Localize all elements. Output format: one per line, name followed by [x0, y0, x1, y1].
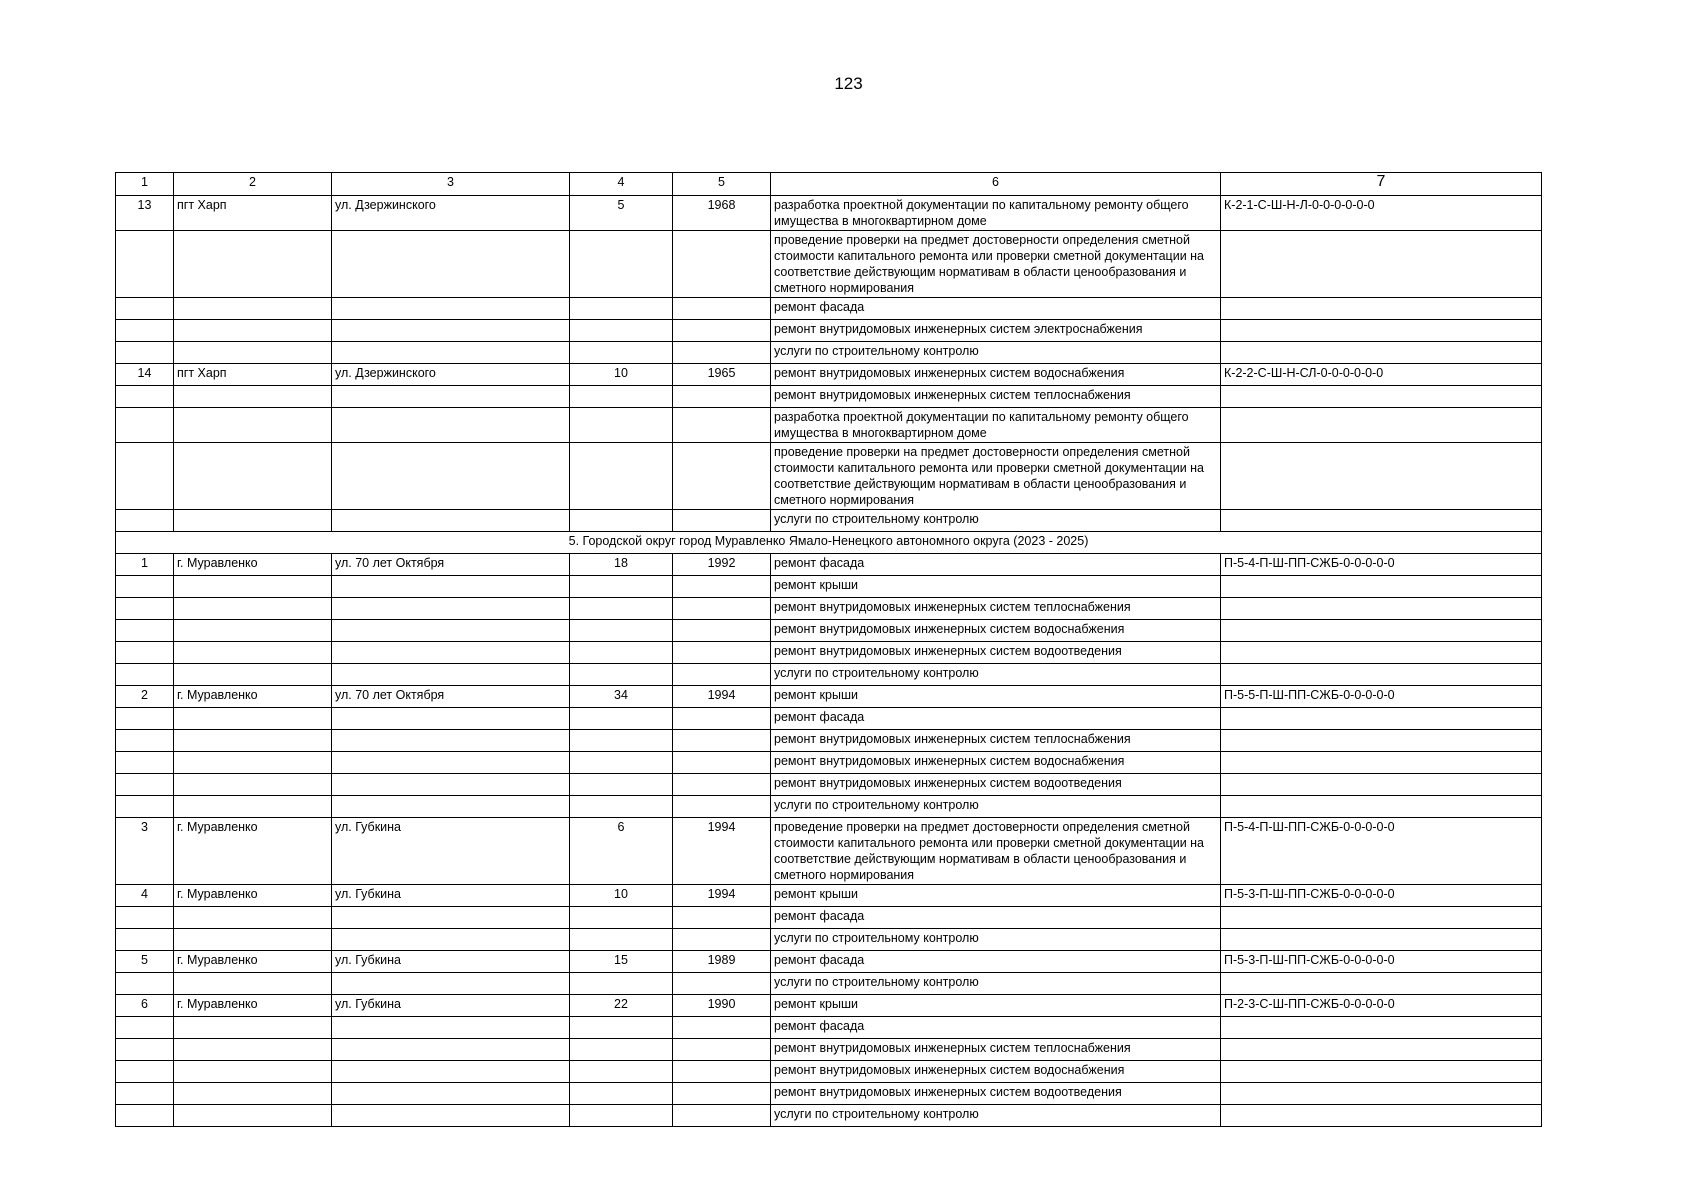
house-number-cell [570, 664, 673, 686]
building-code-cell [1221, 664, 1542, 686]
street-cell [332, 1039, 570, 1061]
settlement-cell [174, 320, 332, 342]
settlement-cell [174, 664, 332, 686]
row-number-cell [116, 752, 174, 774]
building-code-cell: К-2-2-С-Ш-Н-СЛ-0-0-0-0-0-0 [1221, 364, 1542, 386]
column-header: 5 [673, 173, 771, 196]
works-type-cell: ремонт фасада [771, 298, 1221, 320]
street-cell [332, 796, 570, 818]
house-number-cell [570, 907, 673, 929]
row-number-cell [116, 598, 174, 620]
building-code-cell [1221, 752, 1542, 774]
building-code-cell [1221, 598, 1542, 620]
works-type-cell: ремонт крыши [771, 686, 1221, 708]
street-cell [332, 386, 570, 408]
row-number-cell [116, 730, 174, 752]
settlement-cell: г. Муравленко [174, 818, 332, 885]
building-code-cell [1221, 620, 1542, 642]
street-cell [332, 443, 570, 510]
works-type-cell: услуги по строительному контролю [771, 342, 1221, 364]
row-number-cell [116, 1105, 174, 1127]
house-number-cell [570, 708, 673, 730]
building-code-cell: П-5-3-П-Ш-ПП-СЖБ-0-0-0-0-0 [1221, 885, 1542, 907]
table-row [116, 1105, 1542, 1127]
year-built-cell [673, 1083, 771, 1105]
table-row [116, 995, 1542, 1017]
building-code-cell [1221, 443, 1542, 510]
year-built-cell [673, 1039, 771, 1061]
street-cell: ул. Дзержинского [332, 364, 570, 386]
house-number-cell [570, 642, 673, 664]
table-row [116, 907, 1542, 929]
settlement-cell [174, 342, 332, 364]
table-row [116, 1061, 1542, 1083]
year-built-cell [673, 408, 771, 443]
works-type-cell: услуги по строительному контролю [771, 510, 1221, 532]
works-type-cell: ремонт внутридомовых инженерных систем водоотведения [771, 642, 1221, 664]
row-number-cell [116, 386, 174, 408]
works-type-cell: разработка проектной документации по капитальному ремонту общего имущества в многоквартирном доме [771, 196, 1221, 231]
year-built-cell [673, 620, 771, 642]
table-row [116, 929, 1542, 951]
house-number-cell [570, 510, 673, 532]
street-cell [332, 1017, 570, 1039]
row-number-cell [116, 576, 174, 598]
settlement-cell [174, 576, 332, 598]
settlement-cell [174, 796, 332, 818]
settlement-cell [174, 620, 332, 642]
street-cell [332, 620, 570, 642]
row-number-cell: 2 [116, 686, 174, 708]
works-type-cell: ремонт внутридомовых инженерных систем водоснабжения [771, 620, 1221, 642]
building-code-cell [1221, 231, 1542, 298]
street-cell: ул. Губкина [332, 885, 570, 907]
street-cell: ул. Губкина [332, 951, 570, 973]
building-code-cell: П-5-4-П-Ш-ПП-СЖБ-0-0-0-0-0 [1221, 818, 1542, 885]
building-code-cell [1221, 576, 1542, 598]
house-number-cell [570, 774, 673, 796]
row-number-cell [116, 342, 174, 364]
street-cell: ул. Губкина [332, 995, 570, 1017]
settlement-cell [174, 973, 332, 995]
building-code-cell: П-5-5-П-Ш-ПП-СЖБ-0-0-0-0-0 [1221, 686, 1542, 708]
table-row [116, 298, 1542, 320]
street-cell [332, 408, 570, 443]
table-row [116, 386, 1542, 408]
house-number-cell [570, 752, 673, 774]
works-type-cell: ремонт внутридомовых инженерных систем теплоснабжения [771, 386, 1221, 408]
table-row [116, 973, 1542, 995]
row-number-cell [116, 664, 174, 686]
house-number-cell [570, 929, 673, 951]
street-cell [332, 973, 570, 995]
table-row [116, 1017, 1542, 1039]
repair-schedule-table [115, 172, 1542, 1127]
house-number-cell [570, 408, 673, 443]
works-type-cell: проведение проверки на предмет достоверности определения сметной стоимости капитального ремонта или проверки сметной документации на соответствие действующим нормативам в области ценообразования и сметного нормирования [771, 443, 1221, 510]
house-number-cell [570, 342, 673, 364]
settlement-cell [174, 1083, 332, 1105]
year-built-cell [673, 510, 771, 532]
house-number-cell: 15 [570, 951, 673, 973]
year-built-cell [673, 929, 771, 951]
street-cell [332, 598, 570, 620]
settlement-cell: г. Муравленко [174, 885, 332, 907]
house-number-cell: 34 [570, 686, 673, 708]
house-number-cell [570, 386, 673, 408]
year-built-cell [673, 1017, 771, 1039]
table-row [116, 364, 1542, 386]
works-type-cell: услуги по строительному контролю [771, 1105, 1221, 1127]
table-row [116, 554, 1542, 576]
table-row [116, 752, 1542, 774]
year-built-cell: 1990 [673, 995, 771, 1017]
settlement-cell: г. Муравленко [174, 686, 332, 708]
row-number-cell: 14 [116, 364, 174, 386]
house-number-cell [570, 598, 673, 620]
house-number-cell: 10 [570, 885, 673, 907]
street-cell [332, 774, 570, 796]
street-cell [332, 708, 570, 730]
row-number-cell [116, 907, 174, 929]
building-code-cell [1221, 298, 1542, 320]
year-built-cell [673, 664, 771, 686]
row-number-cell [116, 320, 174, 342]
year-built-cell: 1994 [673, 686, 771, 708]
column-header: 6 [771, 173, 1221, 196]
works-type-cell: ремонт внутридомовых инженерных систем теплоснабжения [771, 1039, 1221, 1061]
building-code-cell: П-2-3-С-Ш-ПП-СЖБ-0-0-0-0-0 [1221, 995, 1542, 1017]
settlement-cell [174, 510, 332, 532]
year-built-cell: 1965 [673, 364, 771, 386]
house-number-cell [570, 1061, 673, 1083]
works-type-cell: ремонт внутридомовых инженерных систем теплоснабжения [771, 730, 1221, 752]
house-number-cell [570, 576, 673, 598]
works-type-cell: ремонт внутридомовых инженерных систем электроснабжения [771, 320, 1221, 342]
building-code-cell [1221, 1061, 1542, 1083]
works-type-cell: ремонт крыши [771, 576, 1221, 598]
row-number-cell [116, 620, 174, 642]
settlement-cell [174, 752, 332, 774]
building-code-cell [1221, 708, 1542, 730]
works-type-cell: ремонт внутридомовых инженерных систем теплоснабжения [771, 598, 1221, 620]
works-type-cell: ремонт фасада [771, 554, 1221, 576]
row-number-cell [116, 443, 174, 510]
works-type-cell: ремонт внутридомовых инженерных систем водоснабжения [771, 364, 1221, 386]
settlement-cell [174, 231, 332, 298]
street-cell: ул. 70 лет Октября [332, 554, 570, 576]
house-number-cell [570, 1039, 673, 1061]
street-cell [332, 1105, 570, 1127]
year-built-cell [673, 231, 771, 298]
works-type-cell: разработка проектной документации по капитальному ремонту общего имущества в многоквартирном доме [771, 408, 1221, 443]
building-code-cell [1221, 510, 1542, 532]
year-built-cell: 1994 [673, 885, 771, 907]
year-built-cell [673, 973, 771, 995]
street-cell: ул. Дзержинского [332, 196, 570, 231]
table-row [116, 231, 1542, 298]
house-number-cell [570, 1105, 673, 1127]
column-header: 3 [332, 173, 570, 196]
street-cell [332, 1083, 570, 1105]
table-row [116, 951, 1542, 973]
house-number-cell: 6 [570, 818, 673, 885]
house-number-cell [570, 620, 673, 642]
building-code-cell [1221, 1039, 1542, 1061]
table-row [116, 708, 1542, 730]
works-type-cell: ремонт крыши [771, 885, 1221, 907]
settlement-cell [174, 907, 332, 929]
building-code-cell [1221, 730, 1542, 752]
table-row [116, 408, 1542, 443]
building-code-cell [1221, 386, 1542, 408]
year-built-cell [673, 1061, 771, 1083]
table-row [116, 620, 1542, 642]
row-number-cell [116, 973, 174, 995]
row-number-cell: 1 [116, 554, 174, 576]
street-cell [332, 730, 570, 752]
works-type-cell: ремонт фасада [771, 708, 1221, 730]
year-built-cell [673, 708, 771, 730]
year-built-cell [673, 576, 771, 598]
table-row [116, 664, 1542, 686]
column-header: 1 [116, 173, 174, 196]
column-header: 7 [1221, 173, 1542, 196]
table-row [116, 342, 1542, 364]
building-code-cell [1221, 973, 1542, 995]
row-number-cell [116, 1039, 174, 1061]
street-cell [332, 1061, 570, 1083]
column-header: 2 [174, 173, 332, 196]
row-number-cell [116, 929, 174, 951]
table-row [116, 1083, 1542, 1105]
year-built-cell: 1992 [673, 554, 771, 576]
house-number-cell [570, 298, 673, 320]
year-built-cell [673, 598, 771, 620]
building-code-cell [1221, 1083, 1542, 1105]
column-header-row [116, 173, 1542, 196]
table-row [116, 686, 1542, 708]
settlement-cell [174, 298, 332, 320]
settlement-cell: пгт Харп [174, 196, 332, 231]
table-row [116, 576, 1542, 598]
street-cell [332, 576, 570, 598]
house-number-cell [570, 796, 673, 818]
table-row [116, 796, 1542, 818]
street-cell [332, 907, 570, 929]
building-code-cell [1221, 774, 1542, 796]
page-number: 123 [834, 74, 863, 93]
row-number-cell [116, 774, 174, 796]
street-cell: ул. Губкина [332, 818, 570, 885]
building-code-cell [1221, 907, 1542, 929]
settlement-cell [174, 1105, 332, 1127]
building-code-cell [1221, 1105, 1542, 1127]
house-number-cell [570, 973, 673, 995]
row-number-cell [116, 1083, 174, 1105]
works-type-cell: ремонт фасада [771, 1017, 1221, 1039]
settlement-cell [174, 443, 332, 510]
row-number-cell: 5 [116, 951, 174, 973]
building-code-cell [1221, 320, 1542, 342]
settlement-cell [174, 708, 332, 730]
row-number-cell: 4 [116, 885, 174, 907]
building-code-cell: П-5-3-П-Ш-ПП-СЖБ-0-0-0-0-0 [1221, 951, 1542, 973]
row-number-cell: 3 [116, 818, 174, 885]
year-built-cell [673, 320, 771, 342]
section-heading: 5. Городской округ город Муравленко Ямало-Ненецкого автономного округа (2023 - 2025) [116, 532, 1542, 554]
house-number-cell [570, 730, 673, 752]
year-built-cell [673, 386, 771, 408]
works-type-cell: услуги по строительному контролю [771, 796, 1221, 818]
year-built-cell [673, 730, 771, 752]
works-type-cell: ремонт внутридомовых инженерных систем водоснабжения [771, 1061, 1221, 1083]
house-number-cell: 22 [570, 995, 673, 1017]
settlement-cell [174, 774, 332, 796]
settlement-cell [174, 386, 332, 408]
row-number-cell [116, 1017, 174, 1039]
street-cell [332, 752, 570, 774]
settlement-cell: пгт Харп [174, 364, 332, 386]
works-type-cell: услуги по строительному контролю [771, 929, 1221, 951]
building-code-cell [1221, 408, 1542, 443]
settlement-cell [174, 408, 332, 443]
table-row [116, 196, 1542, 231]
building-code-cell [1221, 929, 1542, 951]
table-row [116, 598, 1542, 620]
settlement-cell [174, 929, 332, 951]
table-row [116, 730, 1542, 752]
street-cell: ул. 70 лет Октября [332, 686, 570, 708]
year-built-cell: 1994 [673, 818, 771, 885]
works-type-cell: ремонт крыши [771, 995, 1221, 1017]
row-number-cell [116, 231, 174, 298]
year-built-cell [673, 443, 771, 510]
row-number-cell [116, 708, 174, 730]
street-cell [332, 342, 570, 364]
year-built-cell: 1989 [673, 951, 771, 973]
settlement-cell [174, 730, 332, 752]
row-number-cell: 13 [116, 196, 174, 231]
row-number-cell [116, 408, 174, 443]
house-number-cell [570, 443, 673, 510]
row-number-cell [116, 642, 174, 664]
house-number-cell: 10 [570, 364, 673, 386]
settlement-cell: г. Муравленко [174, 554, 332, 576]
works-type-cell: услуги по строительному контролю [771, 664, 1221, 686]
row-number-cell: 6 [116, 995, 174, 1017]
year-built-cell [673, 907, 771, 929]
table-row [116, 642, 1542, 664]
house-number-cell [570, 1017, 673, 1039]
settlement-cell [174, 1061, 332, 1083]
year-built-cell [673, 298, 771, 320]
table-row [116, 320, 1542, 342]
settlement-cell [174, 642, 332, 664]
section-heading-row [116, 532, 1542, 554]
year-built-cell [673, 752, 771, 774]
house-number-cell [570, 231, 673, 298]
works-type-cell: ремонт внутридомовых инженерных систем водоснабжения [771, 752, 1221, 774]
year-built-cell [673, 1105, 771, 1127]
building-code-cell [1221, 1017, 1542, 1039]
works-type-cell: проведение проверки на предмет достоверности определения сметной стоимости капитального ремонта или проверки сметной документации на соответствие действующим нормативам в области ценообразования и сметного нормирования [771, 818, 1221, 885]
works-type-cell: услуги по строительному контролю [771, 973, 1221, 995]
table-row [116, 443, 1542, 510]
table-row [116, 774, 1542, 796]
street-cell [332, 510, 570, 532]
table-row [116, 885, 1542, 907]
house-number-cell: 5 [570, 196, 673, 231]
year-built-cell [673, 342, 771, 364]
building-code-cell: К-2-1-С-Ш-Н-Л-0-0-0-0-0-0 [1221, 196, 1542, 231]
building-code-cell [1221, 642, 1542, 664]
row-number-cell [116, 298, 174, 320]
year-built-cell [673, 642, 771, 664]
settlement-cell [174, 1017, 332, 1039]
building-code-cell [1221, 796, 1542, 818]
column-header: 4 [570, 173, 673, 196]
street-cell [332, 298, 570, 320]
settlement-cell [174, 598, 332, 620]
street-cell [332, 642, 570, 664]
row-number-cell [116, 1061, 174, 1083]
works-type-cell: ремонт внутридомовых инженерных систем водоотведения [771, 1083, 1221, 1105]
year-built-cell [673, 796, 771, 818]
building-code-cell: П-5-4-П-Ш-ПП-СЖБ-0-0-0-0-0 [1221, 554, 1542, 576]
row-number-cell [116, 510, 174, 532]
table-row [116, 1039, 1542, 1061]
table-row [116, 510, 1542, 532]
works-type-cell: ремонт фасада [771, 907, 1221, 929]
house-number-cell: 18 [570, 554, 673, 576]
settlement-cell: г. Муравленко [174, 995, 332, 1017]
house-number-cell [570, 1083, 673, 1105]
works-type-cell: проведение проверки на предмет достоверности определения сметной стоимости капитального ремонта или проверки сметной документации на соответствие действующим нормативам в области ценообразования и сметного нормирования [771, 231, 1221, 298]
year-built-cell [673, 774, 771, 796]
works-type-cell: ремонт внутридомовых инженерных систем водоотведения [771, 774, 1221, 796]
year-built-cell: 1968 [673, 196, 771, 231]
settlement-cell: г. Муравленко [174, 951, 332, 973]
settlement-cell [174, 1039, 332, 1061]
building-code-cell [1221, 342, 1542, 364]
works-type-cell: ремонт фасада [771, 951, 1221, 973]
table-row [116, 818, 1542, 885]
street-cell [332, 929, 570, 951]
street-cell [332, 231, 570, 298]
house-number-cell [570, 320, 673, 342]
row-number-cell [116, 796, 174, 818]
street-cell [332, 664, 570, 686]
street-cell [332, 320, 570, 342]
